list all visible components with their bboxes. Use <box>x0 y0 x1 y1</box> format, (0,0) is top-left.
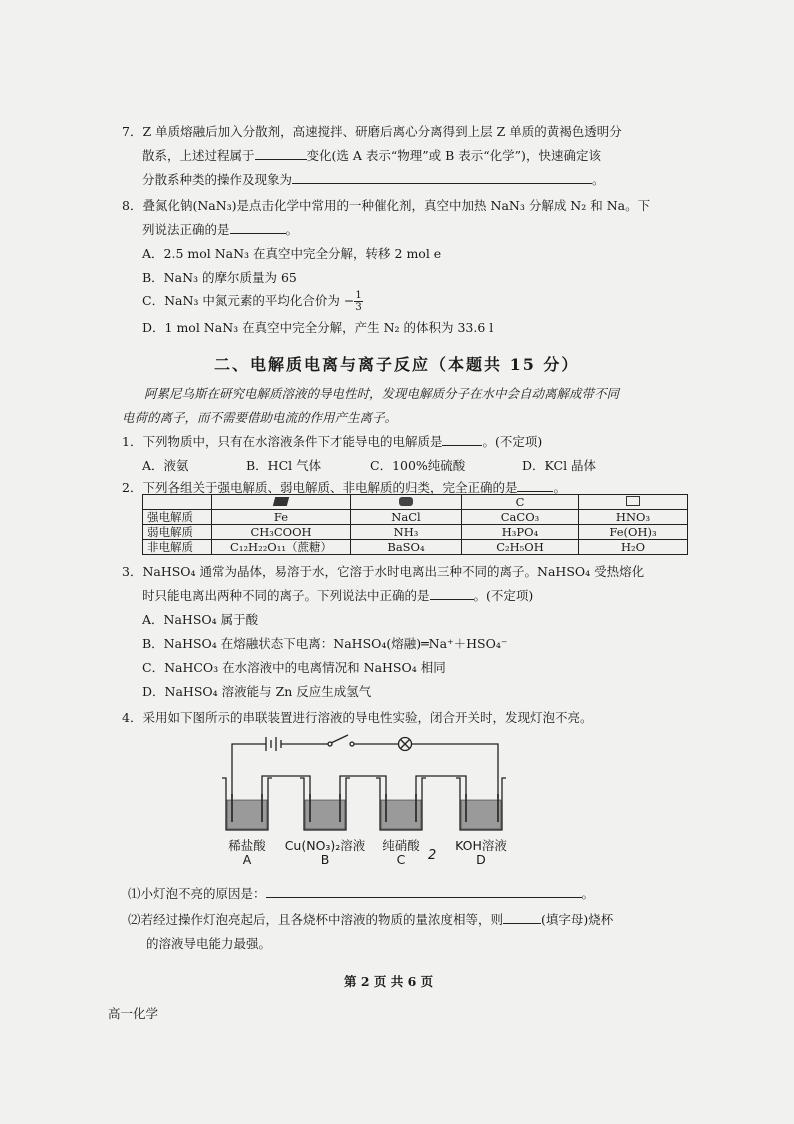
table-row <box>143 525 688 540</box>
answer-blank <box>266 885 582 898</box>
beaker-b-name: Cu(NO₃)₂溶液 <box>284 838 366 853</box>
q7-line2-text-a: 散系，上述过程属于 <box>142 148 255 163</box>
classification-table <box>142 494 688 555</box>
ink-blot-icon <box>626 496 640 506</box>
q7-line2-text-b: 变化(选 A 表示“物理”或 B 表示“化学”)，快速确定该 <box>306 148 601 163</box>
handwritten-mark: 2 <box>428 848 437 863</box>
answer-blank <box>230 221 286 234</box>
s2q1-option-d: D．KCl 晶体 <box>522 458 597 473</box>
q7-line3-text: 分散系种类的操作及现象为 <box>142 172 293 187</box>
table-header-cell <box>212 495 351 510</box>
q8-option-b: B．NaN₃ 的摩尔质量为 65 <box>142 270 297 285</box>
s2q4-sub1: ⑴小灯泡不亮的原因是： 。 <box>128 886 595 901</box>
q7-line2 <box>142 146 601 164</box>
q8-line1: 8．叠氮化钠(NaN₃)是点击化学中常用的一种催化剂，真空中加热 NaN₃ 分解成 N₂ 和 Na。下 <box>122 198 651 213</box>
table-header-cell: C <box>462 495 579 510</box>
fraction-numerator: 1 <box>355 290 362 301</box>
solution-fill <box>381 800 421 829</box>
table-header-cell <box>143 495 212 510</box>
table-cell: CH₃COOH <box>212 525 351 540</box>
beaker-c-name: 纯硝酸 <box>382 838 420 853</box>
wire <box>262 776 310 798</box>
section-intro-line2: 电荷的离子，而不需要借助电流的作用产生离子。 <box>122 410 398 425</box>
q8-option-d: D．1 mol NaN₃ 在真空中完全分解，产生 N₂ 的体积为 33.6 l <box>142 320 494 335</box>
ink-blot-icon <box>273 497 289 506</box>
s2q3-line2 <box>142 586 533 604</box>
s2q1-stem <box>122 432 542 450</box>
fraction <box>354 290 362 313</box>
table-cell: H₂O <box>579 540 688 555</box>
s2q4-sub2-line2: 的溶液导电能力最强。 <box>146 936 272 951</box>
table-cell: H₃PO₄ <box>462 525 579 540</box>
wire <box>340 776 386 798</box>
table-cell: Fe <box>212 510 351 525</box>
section-title: 二、电解质电离与离子反应（本题共 15 分） <box>214 355 580 374</box>
table-cell: Fe(OH)₃ <box>579 525 688 540</box>
beaker-b-letter: B <box>320 852 330 867</box>
s2q3-option-b: B．NaHSO₄ 在熔融状态下电离：NaHSO₄(熔融)═Na⁺＋HSO₄⁻ <box>142 636 508 651</box>
answer-blank <box>442 433 482 446</box>
switch-icon <box>331 735 348 743</box>
table-row <box>143 510 688 525</box>
s2q4-sub2 <box>128 910 613 928</box>
s2q4-stem: 4．采用如下图所示的串联装置进行溶液的导电性实验，闭合开关时，发现灯泡不亮。 <box>122 710 593 725</box>
table-cell: C₂H₅OH <box>462 540 579 555</box>
course-name: 高一化学 <box>108 1006 159 1021</box>
wire <box>412 744 499 798</box>
s2q3-option-c: C．NaHCO₃ 在水溶液中的电离情况和 NaHSO₄ 相同 <box>142 660 446 675</box>
s2q1-option-a: A．液氨 <box>142 458 189 473</box>
s2q4-sub2-text-b: (填字母)烧杯 <box>541 912 614 927</box>
solution-fill <box>227 800 267 829</box>
s2q3-option-a: A．NaHSO₄ 属于酸 <box>142 612 259 627</box>
q7-line1: 7．Z 单质熔融后加入分散剂，高速搅拌、研磨后离心分离得到上层 Z 单质的黄褐色透明分 <box>122 124 622 139</box>
answer-blank <box>503 911 541 924</box>
wire <box>416 776 466 798</box>
beaker-c-letter: C <box>396 852 406 867</box>
fraction-denominator: 3 <box>355 302 362 313</box>
wire <box>232 744 266 798</box>
beaker-d-letter: D <box>476 852 486 867</box>
s2q4-sub1-text: ⑴小灯泡不亮的原因是： <box>128 886 266 901</box>
s2q4-sub2-text-a: ⑵若经过操作灯泡亮起后，且各烧杯中溶液的物质的量浓度相等，则 <box>128 912 504 927</box>
s2q1-tail: 。(不定项) <box>482 434 543 449</box>
circuit-diagram <box>200 734 540 834</box>
table-cell: CaCO₃ <box>462 510 579 525</box>
q8-option-a: A．2.5 mol NaN₃ 在真空中完全分解，转移 2 mol e <box>142 246 442 261</box>
q8-option-c-text: C．NaN₃ 中氮元素的平均化合价为 − <box>142 293 355 308</box>
table-row <box>143 540 688 555</box>
s2q3-option-d: D．NaHSO₄ 溶液能与 Zn 反应生成氢气 <box>142 684 372 699</box>
table-cell: BaSO₄ <box>351 540 462 555</box>
answer-blank <box>292 171 592 184</box>
s2q2-stem-text: 2．下列各组关于强电解质、弱电解质、非电解质的归类，完全正确的是 <box>122 480 518 495</box>
table-cell: 强电解质 <box>143 510 212 525</box>
s2q1-option-c: C．100%纯硫酸 <box>370 458 466 473</box>
q8-line2: 列说法正确的是 。 <box>142 222 299 237</box>
s2q3-tail: 。(不定项) <box>473 588 534 603</box>
beaker-a-name: 稀盐酸 <box>228 838 266 853</box>
solution-fill <box>305 800 345 829</box>
table-cell: HNO₃ <box>579 510 688 525</box>
s2q3-line1: 3．NaHSO₄ 通常为晶体，易溶于水，它溶于水时电离出三种不同的离子。NaHSO₄ 受热熔化 <box>122 564 645 579</box>
table-header-row <box>143 495 688 510</box>
s2q3-line2-text: 时只能电离出两种不同的离子。下列说法中正确的是 <box>142 588 430 603</box>
s2q1-stem-text: 1．下列物质中，只有在水溶液条件下才能导电的电解质是 <box>122 434 443 449</box>
page-number: 第 2 页 共 6 页 <box>344 974 434 989</box>
ink-blot-icon <box>399 497 413 506</box>
solution-fill <box>461 800 501 829</box>
answer-blank <box>517 479 553 492</box>
table-cell: 弱电解质 <box>143 525 212 540</box>
table-cell: NaCl <box>351 510 462 525</box>
q7-line3: 分散系种类的操作及现象为 。 <box>142 172 605 187</box>
table-header-cell <box>351 495 462 510</box>
q8-line2-text: 列说法正确的是 <box>142 222 230 237</box>
table-cell: 非电解质 <box>143 540 212 555</box>
s2q2-tail: 。 <box>553 480 566 495</box>
table-cell: C₁₂H₂₂O₁₁（蔗糖） <box>212 540 351 555</box>
switch-icon <box>350 742 354 746</box>
section-intro-line1: 阿累尼乌斯在研究电解质溶液的导电性时，发现电解质分子在水中会自动离解成带不同 <box>144 386 620 401</box>
answer-blank <box>430 587 474 600</box>
s2q1-option-b: B．HCl 气体 <box>246 458 322 473</box>
q8-option-c <box>142 290 363 313</box>
answer-blank <box>255 147 307 160</box>
beaker-d-name: KOH溶液 <box>455 838 507 853</box>
table-header-cell <box>579 495 688 510</box>
table-cell: NH₃ <box>351 525 462 540</box>
beaker-a-letter: A <box>242 852 252 867</box>
